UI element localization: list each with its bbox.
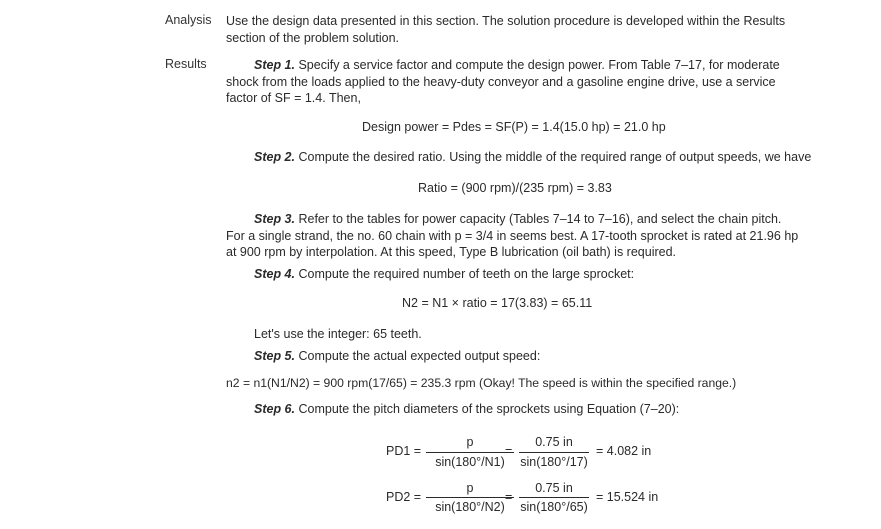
step6-heading: Step 6. <box>254 402 295 416</box>
pd1-equals: = <box>505 444 513 458</box>
step1-paragraph <box>226 57 801 107</box>
speed-equation: n2 = n1(N1/N2) = 900 rpm(17/65) = 235.3 rpm (Okay! The speed is within the specified range.) <box>226 376 737 390</box>
step6-paragraph <box>254 401 814 418</box>
pd2-denominator-1: sin(180°/N2) <box>435 500 505 514</box>
step2-paragraph <box>254 149 814 166</box>
step1-text: Specify a service factor and compute the design power. From Table 7–17, for moderate shock from the loads applied to the heavy-duty conveyor and a gasoline engine drive, use a service factor of SF = 1.4. Then, <box>226 58 780 105</box>
step4-text: Compute the required number of teeth on the large sprocket: <box>295 267 635 281</box>
n2-equation: N2 = N1 × ratio = 17(3.83) = 65.11 <box>402 296 593 310</box>
step5-text: Compute the actual expected output speed: <box>295 349 541 363</box>
analysis-text: Use the design data presented in this section. The solution procedure is developed within the Results section of the problem solution. <box>226 14 786 45</box>
pd1-denominator-1: sin(180°/N1) <box>435 455 505 469</box>
pd2-numerator-1: p <box>466 481 474 495</box>
step3-paragraph <box>226 211 801 261</box>
pd2-lhs: PD2 = <box>386 490 422 504</box>
pd1-fraction-bar-2 <box>519 452 589 453</box>
step1-heading: Step 1. <box>254 58 295 72</box>
step4-heading: Step 4. <box>254 267 295 281</box>
step3-text: Refer to the tables for power capacity (Tables 7–14 to 7–16), and select the chain pitch. For a single strand, the no. 60 chain with p = 3/4 in seems best. A 17-tooth sprocket is rated at 21.96 hp at 900 rpm by interpolation. At this speed, Type B lubrication (oil bath) is required. <box>226 212 799 259</box>
pd1-fraction-bar-1 <box>426 452 514 453</box>
pd2-fraction-bar-1 <box>426 497 514 498</box>
pd2-fraction-bar-2 <box>519 497 589 498</box>
pd2-numerator-2: 0.75 in <box>535 481 573 495</box>
step4-paragraph <box>254 266 814 283</box>
results-label: Results <box>165 57 207 71</box>
pd1-numerator-2: 0.75 in <box>535 435 573 449</box>
step2-heading: Step 2. <box>254 150 295 164</box>
pd2-equals: = <box>505 490 513 504</box>
step3-heading: Step 3. <box>254 212 295 226</box>
integer-note: Let's use the integer: 65 teeth. <box>254 327 422 341</box>
ratio-equation: Ratio = (900 rpm)/(235 rpm) = 3.83 <box>418 181 612 195</box>
analysis-label: Analysis <box>165 13 212 27</box>
step2-text: Compute the desired ratio. Using the middle of the required range of output speeds, we have <box>295 150 812 164</box>
step5-paragraph <box>254 348 814 365</box>
pd1-denominator-2: sin(180°/17) <box>520 455 588 469</box>
pd1-lhs: PD1 = <box>386 444 422 458</box>
pd1-result: = 4.082 in <box>596 444 652 458</box>
design-power-equation: Design power = Pdes = SF(P) = 1.4(15.0 hp) = 21.0 hp <box>362 120 666 134</box>
step6-text: Compute the pitch diameters of the sprockets using Equation (7–20): <box>295 402 680 416</box>
pd2-result: = 15.524 in <box>596 490 659 504</box>
pd1-numerator-1: p <box>466 435 474 449</box>
pd2-denominator-2: sin(180°/65) <box>520 500 588 514</box>
step5-heading: Step 5. <box>254 349 295 363</box>
